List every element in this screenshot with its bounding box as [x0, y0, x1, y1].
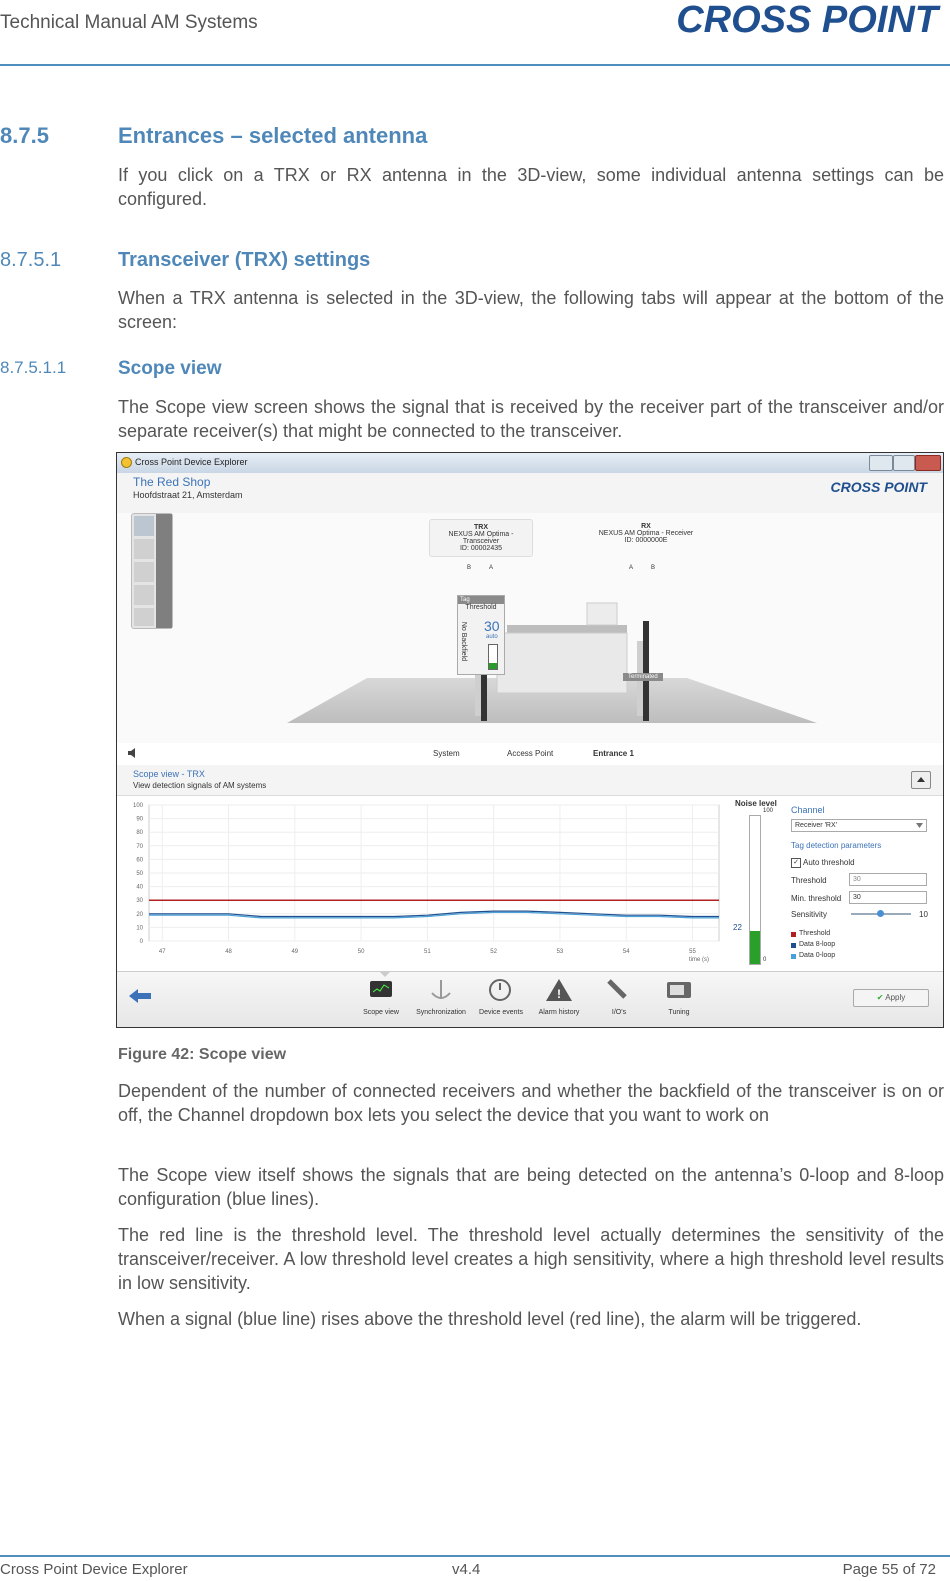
- home-icon[interactable]: [134, 516, 154, 536]
- chevron-down-icon: [916, 823, 923, 828]
- noise-level-fill: [750, 931, 760, 964]
- logo-text: CROSS POINT: [676, 0, 938, 40]
- x-tick-label: 51: [424, 949, 431, 955]
- tag-backfield: No Backfield: [460, 621, 468, 662]
- subsubsection-title: Scope view: [118, 358, 222, 379]
- noise-max: 100: [763, 808, 774, 814]
- x-tick-label: 47: [158, 949, 166, 955]
- rx-label[interactable]: [595, 523, 697, 544]
- user-icon[interactable]: [134, 608, 154, 626]
- paragraph-1: Dependent of the number of connected receivers and whether the backfield of the transceiver is on or off, the Channel dropdown box lets you select the device that you want to work on: [118, 1081, 944, 1125]
- apply-label: Apply: [885, 993, 906, 1002]
- rx-id: ID: 0000000E: [624, 537, 668, 544]
- y-tick-label: 50: [136, 871, 143, 877]
- trx-b-label: B: [467, 565, 472, 571]
- toolbar-alarm-history[interactable]: Alarm history: [538, 1009, 580, 1016]
- device-icon[interactable]: [134, 585, 154, 605]
- tab-access-point[interactable]: Access Point: [507, 749, 554, 758]
- sensitivity-label: Sensitivity: [791, 910, 828, 919]
- x-tick-label: 53: [556, 949, 564, 955]
- device-events-icon[interactable]: [487, 977, 515, 1003]
- sensitivity-value: 10: [919, 910, 928, 919]
- view-toolbar: [131, 513, 173, 629]
- tag-threshold-popup[interactable]: [457, 595, 505, 675]
- footer-page: Page 55 of 72: [842, 1561, 936, 1578]
- check-icon: ✔: [876, 993, 884, 1002]
- subsection-text: When a TRX antenna is selected in the 3D-view, the following tabs will appear at the bottom of the screen:: [118, 288, 944, 332]
- y-tick-label: 0: [139, 939, 143, 945]
- legend-threshold: Threshold: [799, 930, 831, 937]
- app-logo: [817, 477, 929, 497]
- x-tick-label: 54: [622, 949, 630, 955]
- footer-left: Cross Point Device Explorer: [0, 1561, 188, 1578]
- legend-data0: Data 0-loop: [799, 952, 836, 959]
- noise-min: 0: [763, 957, 767, 963]
- x-axis-label: time (s): [689, 957, 709, 963]
- rx-a-label: A: [629, 565, 634, 571]
- trx-id: ID: 00002435: [459, 545, 503, 552]
- tuning-icon[interactable]: [665, 977, 693, 1003]
- legend-swatch-threshold: [791, 932, 796, 937]
- terminated-badge: Terminated: [623, 673, 663, 681]
- window-title: Cross Point Device Explorer: [135, 457, 248, 467]
- paragraph-3: The red line is the threshold level. The threshold level actually determines the sensitivity of the transceiver/receiver. A low threshold level creates a high sensitivity, where a high threshold level results in low sensitivity.: [118, 1225, 944, 1293]
- subsection-title: Transceiver (TRX) settings: [118, 249, 371, 271]
- number-icon[interactable]: [134, 562, 154, 582]
- subsubsection-number: 8.7.5.1.1: [0, 358, 67, 377]
- rx-b-label: B: [651, 565, 656, 571]
- y-tick-label: 20: [136, 911, 143, 918]
- channel-label: Channel: [791, 805, 825, 815]
- speaker-icon[interactable]: [127, 747, 141, 759]
- legend-swatch-data0: [791, 954, 796, 959]
- toolbar-tuning[interactable]: Tuning: [668, 1009, 690, 1016]
- threshold-stepper[interactable]: [849, 873, 927, 886]
- scope-chart: [117, 797, 727, 967]
- y-tick-label: 70: [136, 843, 143, 850]
- auto-threshold-checkbox[interactable]: ✓: [791, 858, 801, 868]
- maximize-button[interactable]: [893, 455, 915, 471]
- channel-value: Receiver 'RX': [795, 822, 837, 829]
- toolbar-ios[interactable]: I/O's: [611, 1009, 627, 1016]
- y-tick-label: 60: [136, 857, 143, 864]
- trx-label[interactable]: [429, 519, 533, 557]
- toolbar-synchronization[interactable]: Synchronization: [416, 1009, 466, 1016]
- x-tick-label: 48: [225, 949, 232, 955]
- paragraph-4: When a signal (blue line) rises above the threshold level (red line), the alarm will be triggered.: [118, 1309, 862, 1329]
- min-threshold-label: Min. threshold: [791, 894, 842, 903]
- subsubsection-text: The Scope view screen shows the signal that is received by the receiver part of the transceiver and/or separate receiver(s) that might be connected to the transceiver.: [118, 397, 944, 441]
- legend-data8: Data 8-loop: [799, 941, 836, 948]
- threshold-value: 30: [853, 876, 861, 883]
- bottom-toolbar: [117, 971, 943, 1028]
- shop-address: Hoofdstraat 21, Amsterdam: [133, 490, 243, 500]
- scope-title: Scope view - TRX: [133, 769, 205, 779]
- y-tick-label: 100: [132, 803, 143, 809]
- footer-version: v4.4: [452, 1561, 481, 1578]
- shop-name[interactable]: The Red Shop: [133, 475, 211, 489]
- cross-point-logo: [602, 0, 942, 40]
- scope-view-screenshot: [116, 452, 944, 1028]
- toolbar-scope-view[interactable]: Scope view: [363, 1009, 399, 1016]
- window-titlebar: [117, 453, 943, 473]
- channel-dropdown[interactable]: [791, 819, 927, 832]
- scope-subtitle: View detection signals of AM systems: [133, 781, 267, 790]
- section-title: Entrances – selected antenna: [118, 123, 428, 148]
- 3d-view[interactable]: [117, 513, 943, 743]
- tag-threshold-value: 30: [484, 618, 500, 634]
- tab-system[interactable]: System: [433, 749, 460, 758]
- x-tick-label: 49: [291, 949, 299, 955]
- app-logo-text: CROSS POINT: [830, 479, 927, 495]
- figure-caption: Figure 42: Scope view: [118, 1046, 287, 1063]
- header-title: Technical Manual AM Systems: [0, 12, 258, 33]
- trx-title: TRX: [474, 524, 488, 531]
- min-threshold-value: 30: [853, 894, 861, 901]
- noise-value: 22: [733, 923, 742, 932]
- tag-threshold-label: Threshold: [465, 604, 497, 611]
- sensitivity-slider[interactable]: [851, 913, 911, 915]
- x-tick-label: 50: [357, 949, 365, 955]
- section-intro: If you click on a TRX or RX antenna in the 3D-view, some individual antenna settings can be configured.: [118, 165, 944, 209]
- tag-auto: auto: [486, 634, 498, 640]
- close-button[interactable]: [915, 455, 941, 471]
- paragraph-2: The Scope view itself shows the signals that are being detected on the antenna’s 0-loop and 8-loop configuration (blue lines).: [118, 1165, 944, 1209]
- auto-threshold-label: Auto threshold: [803, 858, 855, 867]
- back-arrow-icon[interactable]: [129, 989, 151, 1003]
- header-rule: [0, 64, 950, 66]
- noise-level-label: Noise level: [735, 799, 777, 808]
- rx-title: RX: [641, 523, 651, 530]
- y-tick-label: 10: [136, 925, 143, 932]
- threshold-label: Threshold: [791, 876, 827, 885]
- app-icon: [121, 457, 132, 468]
- min-threshold-stepper[interactable]: [849, 891, 927, 904]
- apply-button[interactable]: [853, 989, 929, 1007]
- plug-icon[interactable]: [605, 977, 633, 1003]
- y-tick-label: 30: [136, 898, 143, 905]
- export-strip: [156, 514, 172, 628]
- trx-a-label: A: [489, 565, 494, 571]
- legend-swatch-data8: [791, 943, 796, 948]
- sensitivity-slider-handle[interactable]: [877, 910, 884, 917]
- collapse-button[interactable]: [911, 771, 931, 789]
- rx-model: NEXUS AM Optima - Receiver: [598, 530, 694, 537]
- noise-level-bar: [749, 815, 761, 965]
- trx-model: NEXUS AM Optima - Transceiver: [448, 531, 514, 545]
- warning-icon[interactable]: [545, 977, 573, 1003]
- y-tick-label: 80: [136, 830, 143, 837]
- y-tick-label: 90: [136, 816, 143, 823]
- toolbar-device-events[interactable]: Device events: [479, 1009, 523, 1016]
- tag-label: Tag: [458, 596, 504, 604]
- x-tick-label: 55: [689, 949, 696, 955]
- x-tick-label: 52: [490, 949, 497, 955]
- tab-entrance-1[interactable]: Entrance 1: [593, 749, 634, 758]
- anchor-icon[interactable]: [427, 977, 455, 1003]
- chevron-up-icon: [912, 772, 930, 788]
- antenna-icon[interactable]: [134, 539, 154, 559]
- scope-view-icon[interactable]: [367, 977, 395, 1003]
- footer-rule: [0, 1555, 950, 1557]
- tag-detection-parameters: Tag detection parameters: [791, 841, 882, 850]
- tag-level-bar: [488, 644, 498, 670]
- y-tick-label: 40: [136, 884, 143, 891]
- subsection-number: 8.7.5.1: [0, 249, 62, 271]
- svg-text:!: !: [557, 987, 561, 1001]
- minimize-button[interactable]: [869, 455, 893, 471]
- section-number: 8.7.5: [0, 123, 49, 148]
